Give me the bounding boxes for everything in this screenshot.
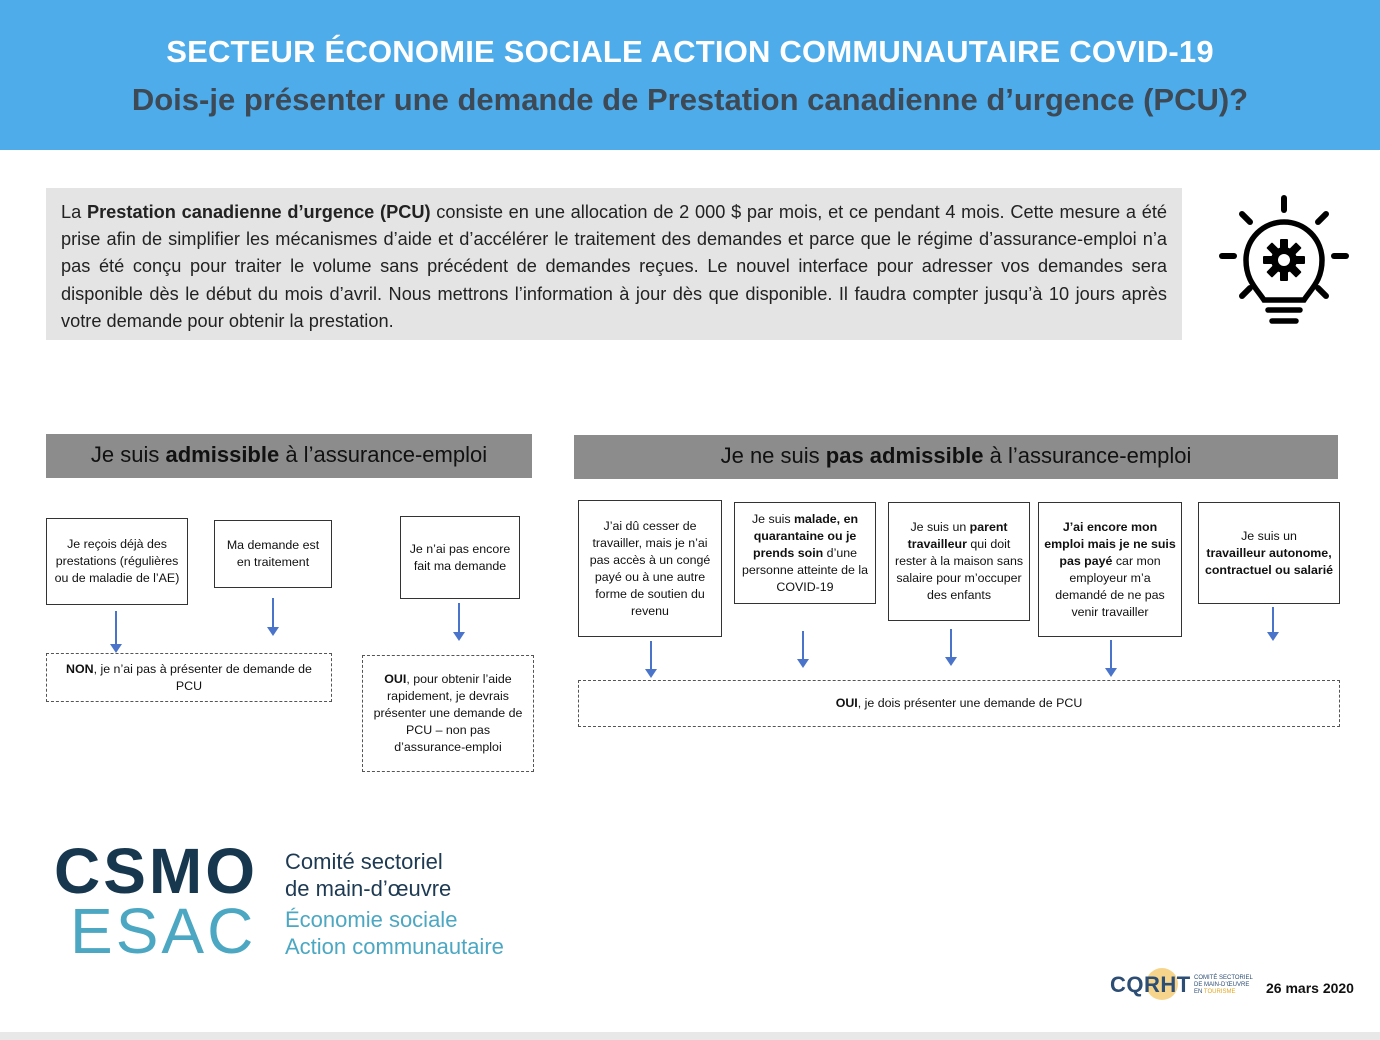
box-request-processing: Ma demande est en traitement xyxy=(214,520,332,588)
page-title: SECTEUR ÉCONOMIE SOCIALE ACTION COMMUNAUTAIRE COVID-19 xyxy=(166,34,1214,69)
result-no: NON, je n’ai pas à présenter de demande de PCU xyxy=(46,653,332,702)
arrow-down-icon xyxy=(797,631,809,669)
header-banner xyxy=(0,0,1380,150)
arrow-down-icon xyxy=(267,598,279,636)
box-stopped-working: J’ai dû cesser de travailler, mais je n’ai pas accès à un congé payé ou à une autre forme de soutien du revenu xyxy=(578,500,722,637)
document-date: 26 mars 2020 xyxy=(1266,980,1354,996)
result-yes-left: OUI, pour obtenir l’aide rapidement, je devrais présenter une demande de PCU – non pas d’assurance-emploi xyxy=(362,655,534,772)
arrow-down-icon xyxy=(453,603,465,641)
banner-not-admissible: Je ne suis pas admissible à l’assurance-emploi xyxy=(574,435,1338,479)
box-receiving-benefits: Je reçois déjà des prestations (régulières ou de maladie de l’AE) xyxy=(46,518,188,605)
box-sick-quarantine: Je suis malade, en quarantaine ou je prends soin d’une personne atteinte de la COVID-19 xyxy=(734,502,876,604)
arrow-down-icon xyxy=(945,629,957,667)
org-line-1: Comité sectoriel xyxy=(285,849,443,874)
page-subtitle: Dois-je présenter une demande de Prestation canadienne d’urgence (PCU)? xyxy=(131,82,1249,117)
org-line-4: Action communautaire xyxy=(285,934,504,959)
box-working-parent: Je suis un parent travailleur qui doit rester à la maison sans salaire pour m’occuper des enfants xyxy=(888,502,1030,621)
logo-csmo: CSMO xyxy=(54,835,258,907)
arrow-down-icon xyxy=(645,641,657,679)
bottom-divider xyxy=(0,1032,1380,1040)
banner-admissible: Je suis admissible à l’assurance-emploi xyxy=(46,434,532,478)
arrow-down-icon xyxy=(1105,640,1117,678)
lightbulb-gear-icon xyxy=(1216,192,1352,332)
intro-paragraph: La Prestation canadienne d’urgence (PCU) consiste en une allocation de 2 000 $ par mois, et ce pendant 4 mois. Cette mesure a été prise afin de simplifier les mécanismes d’aide et d’accélérer le traitement des demandes et parce que le régime d’assurance-emploi n’a pas été conçu pour traiter le volume sans précédent de demandes reçues. Le nouvel interface pour adresser vos demandes sera disponible dès le début du mois d’avril. Nous mettrons l’information à jour dès que disponible. Il faudra compter jusqu’à 10 jours après votre demande pour obtenir la prestation. xyxy=(46,188,1182,340)
org-line-3: Économie sociale xyxy=(285,907,458,932)
partner-subtext: COMITÉ SECTORIEL DE MAIN-D’ŒUVRE EN TOURISME xyxy=(1194,975,1253,995)
logo-esac: ESAC xyxy=(70,895,257,967)
org-line-2: de main-d’œuvre xyxy=(285,876,452,901)
arrow-down-icon xyxy=(1267,607,1279,645)
intro-bold: Prestation canadienne d’urgence (PCU) xyxy=(86,202,431,222)
box-still-employed-unpaid: J’ai encore mon emploi mais je ne suis pas payé car mon employeur m’a demandé de ne pas venir travailler xyxy=(1038,502,1182,637)
partner-logo: CQRHT xyxy=(1110,972,1191,997)
box-no-request-yet: Je n’ai pas encore fait ma demande xyxy=(400,516,520,599)
arrow-down-icon xyxy=(110,611,122,653)
box-self-employed: Je suis un travailleur autonome, contractuel ou salarié xyxy=(1198,502,1340,604)
result-yes-right: OUI, je dois présenter une demande de PCU xyxy=(578,680,1340,727)
